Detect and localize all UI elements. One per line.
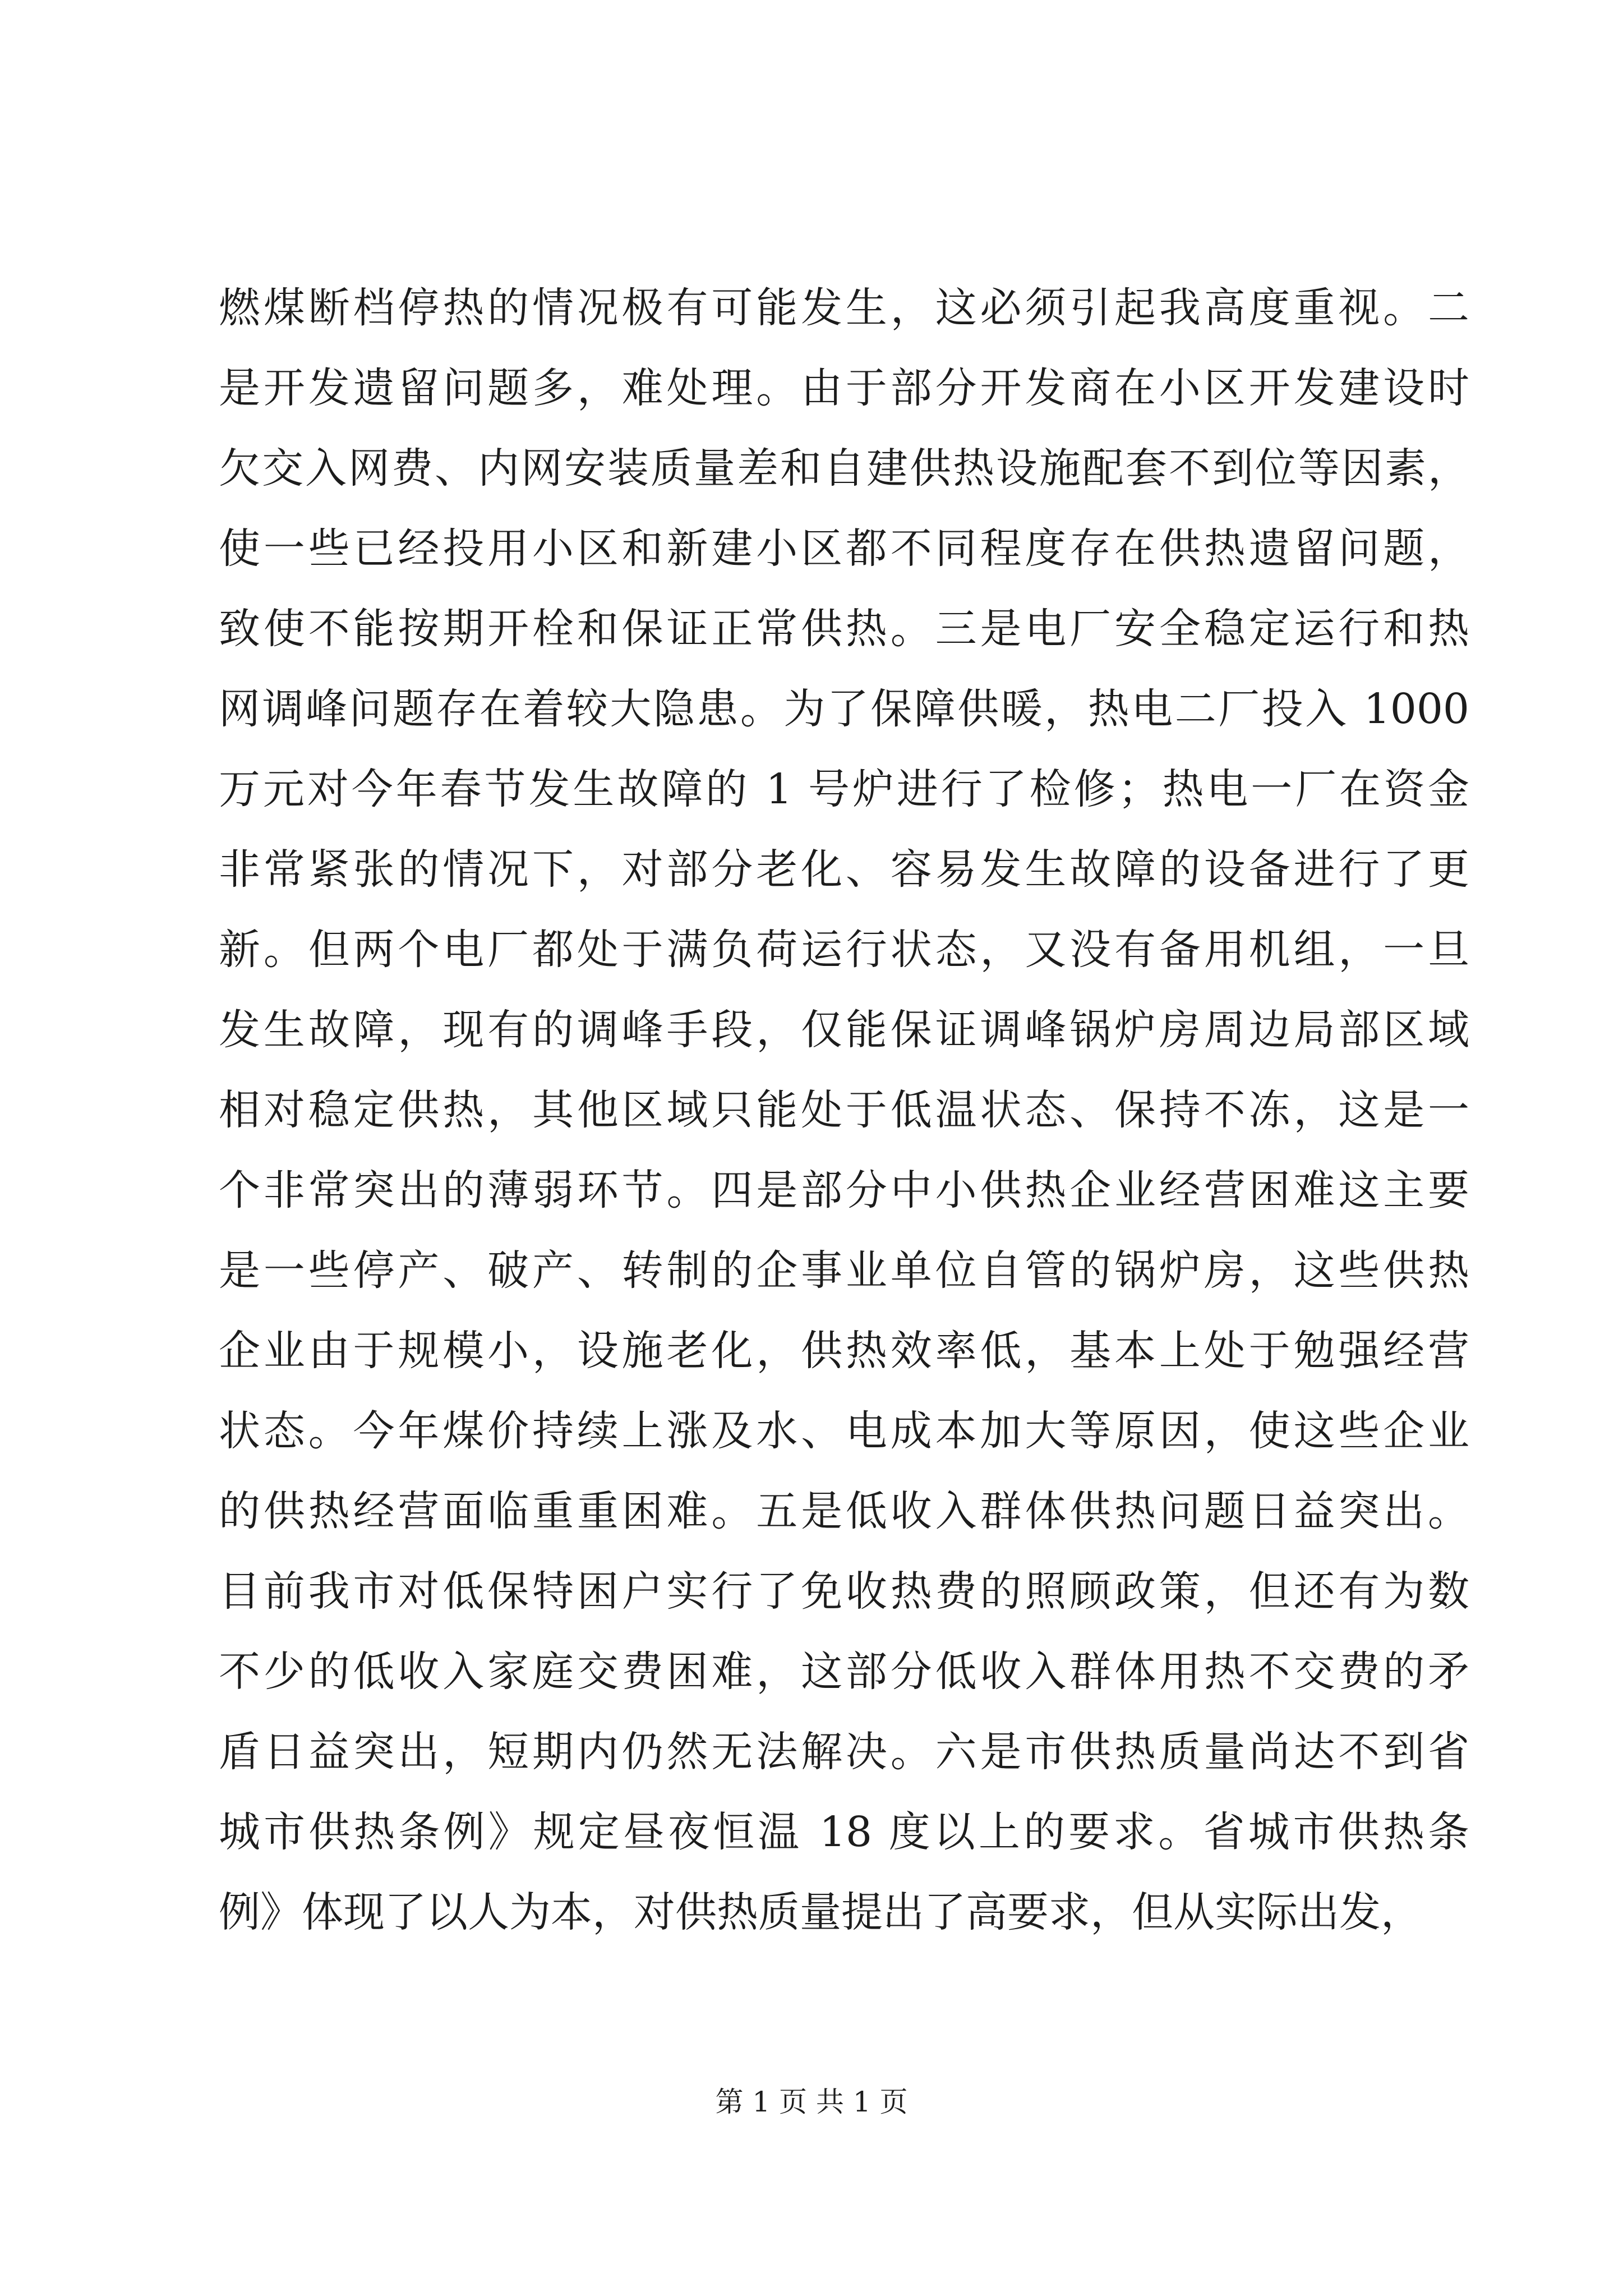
- text-line: 不少的低收入家庭交费困难，这部分低收入群体用热不交费的矛: [219, 1648, 1469, 1696]
- text-line: 例》体现了以人为本，对供热质量提出了高要求，但从实际出发，: [219, 1888, 1422, 1936]
- page-number-footer: 第 1 页 共 1 页: [715, 2086, 908, 2118]
- text-line: 致使不能按期开栓和保证正常供热。三是电厂安全稳定运行和热: [219, 605, 1469, 653]
- text-line: 相对稳定供热，其他区域只能处于低温状态、保持不冻，这是一: [219, 1086, 1469, 1134]
- text-line: 欠交入网费、内网安装质量差和自建供热设施配套不到位等因素，: [219, 444, 1469, 493]
- text-line: 非常紧张的情况下，对部分老化、容易发生故障的设备进行了更: [219, 845, 1469, 894]
- text-line: 发生故障，现有的调峰手段，仅能保证调峰锅炉房周边局部区域: [219, 1006, 1469, 1054]
- text-line: 个非常突出的薄弱环节。四是部分中小供热企业经营困难这主要: [219, 1166, 1469, 1214]
- text-line: 新。但两个电厂都处于满负荷运行状态，又没有备用机组，一旦: [219, 926, 1469, 974]
- body-text: [219, 268, 1469, 1953]
- text-line: 城市供热条例》规定昼夜恒温 18 度以上的要求。省城市供热条: [219, 1808, 1469, 1856]
- text-line: 盾日益突出，短期内仍然无法解决。六是市供热质量尚达不到省: [219, 1728, 1469, 1776]
- text-line: 状态。今年煤价持续上涨及水、电成本加大等原因，使这些企业: [219, 1407, 1469, 1455]
- text-line: 网调峰问题存在着较大隐患。为了保障供暖，热电二厂投入 1000: [219, 685, 1469, 733]
- text-line: 燃煤断档停热的情况极有可能发生，这必须引起我高度重视。二: [219, 284, 1469, 332]
- text-line: 企业由于规模小，设施老化，供热效率低，基本上处于勉强经营: [219, 1327, 1469, 1375]
- text-line: 使一些已经投用小区和新建小区都不同程度存在供热遗留问题，: [219, 524, 1469, 573]
- text-line: 是一些停产、破产、转制的企事业单位自管的锅炉房，这些供热: [219, 1246, 1469, 1295]
- text-line: 目前我市对低保特困户实行了免收热费的照顾政策，但还有为数: [219, 1567, 1469, 1616]
- text-line: 是开发遗留问题多，难处理。由于部分开发商在小区开发建设时: [219, 364, 1469, 412]
- text-line: 万元对今年春节发生故障的 1 号炉进行了检修；热电一厂在资金: [219, 765, 1469, 813]
- text-line: 的供热经营面临重重困难。五是低收入群体供热问题日益突出。: [219, 1487, 1469, 1535]
